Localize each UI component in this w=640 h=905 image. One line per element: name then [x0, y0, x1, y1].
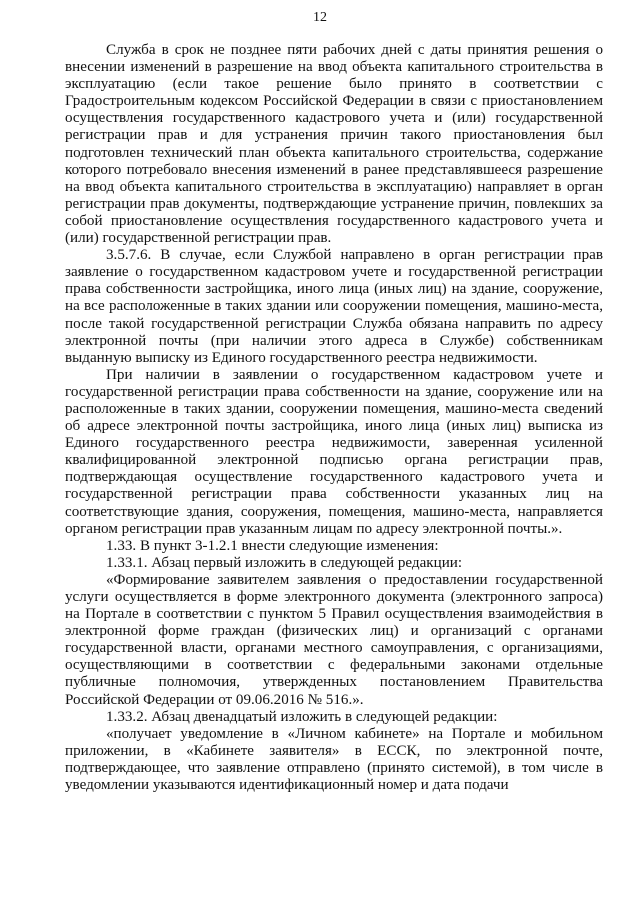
- paragraph-1-33: 1.33. В пункт 3-1.2.1 внести следующие изменения:: [106, 537, 439, 554]
- paragraph-1-33-1: 1.33.1. Абзац первый изложить в следующей редакции:: [106, 554, 463, 571]
- paragraph-3-5-7-6: 3.5.7.6. В случае, если Службой направлено в орган регистрации прав заявление о государственном кадастровом учете и государственной регистрации права собственности застройщика, иного лица (иных лиц) на здание, сооружение, на все расположенные в таких здании или сооружении помещения, машино-места, после такой государственной регистрации Служба обязана направить по адресу электронной почты (при наличии этого адреса в Службе) собственникам выданную выписку из Единого государственного реестра недвижимости.: [65, 247, 603, 366]
- paragraph-quoted-application: «Формирование заявителем заявления о предоставлении государственной услуги осуществляется в форме электронного документа (электронного запроса) на Портале в соответствии с пунктом 5 Правил осуществления взаимодействия в электронной форме граждан (физических лиц) и организаций с органами государственной власти, органами местного самоуправления, с организациями, осуществляющими в соответствии с федеральными законами отдельные публичные полномочия, утвержденных постановлением Правительства Российской Федерации от 09.06.2016 № 516.».: [65, 571, 603, 708]
- paragraph-quoted-notification: «получает уведомление в «Личном кабинете» на Портале и мобильном приложении, в «Кабинете заявителя» в ЕССК, по электронной почте, подтверждающее, что заявление отправлено (принято системой), в том числе в уведомлении указываются идентификационный номер и дата подачи: [65, 725, 603, 794]
- paragraph-1-33-2: 1.33.2. Абзац двенадцатый изложить в следующей редакции:: [106, 708, 498, 725]
- paragraph-email-extract: При наличии в заявлении о государственном кадастровом учете и государственной регистрации права собственности на здание, сооружение или на расположенные в таких здании, сооружении помещения, машино-места сведений об адресе электронной почты застройщика, иного лица (иных лиц) выписка из Единого государственного реестра недвижимости, заверенная усиленной квалифицированной электронной подписью органа регистрации прав, подтверждающая осуществление государственного кадастрового учета и государственной регистрации права собственности указанных лиц на соответствующие здания, сооружения, помещения, машино-места, направляется органом регистрации прав указанным лицам по адресу электронной почты.».: [65, 366, 603, 537]
- paragraph-service-notification: Служба в срок не позднее пяти рабочих дней с даты принятия решения о внесении изменений в разрешение на ввод объекта капитального строительства в эксплуатацию (если такое решение было принято в соответствии с Градостроительным кодексом Российской Федерации в связи с приостановлением осуществления государственного кадастрового учета и (или) государственной регистрации прав и для устранения причин такого приостановления был подготовлен технический план объекта капитального строительства, содержание которого потребовало внесения изменений в ранее представлявшееся разрешение на ввод объекта капитального строительства в эксплуатацию) направляет в орган регистрации прав документы, подтверждающие устранение причин, повлекших за собой приостановление осуществления государственного кадастрового учета и (или) государственной регистрации прав.: [65, 42, 603, 247]
- document-body: [65, 42, 603, 794]
- page-number: 12: [313, 10, 327, 25]
